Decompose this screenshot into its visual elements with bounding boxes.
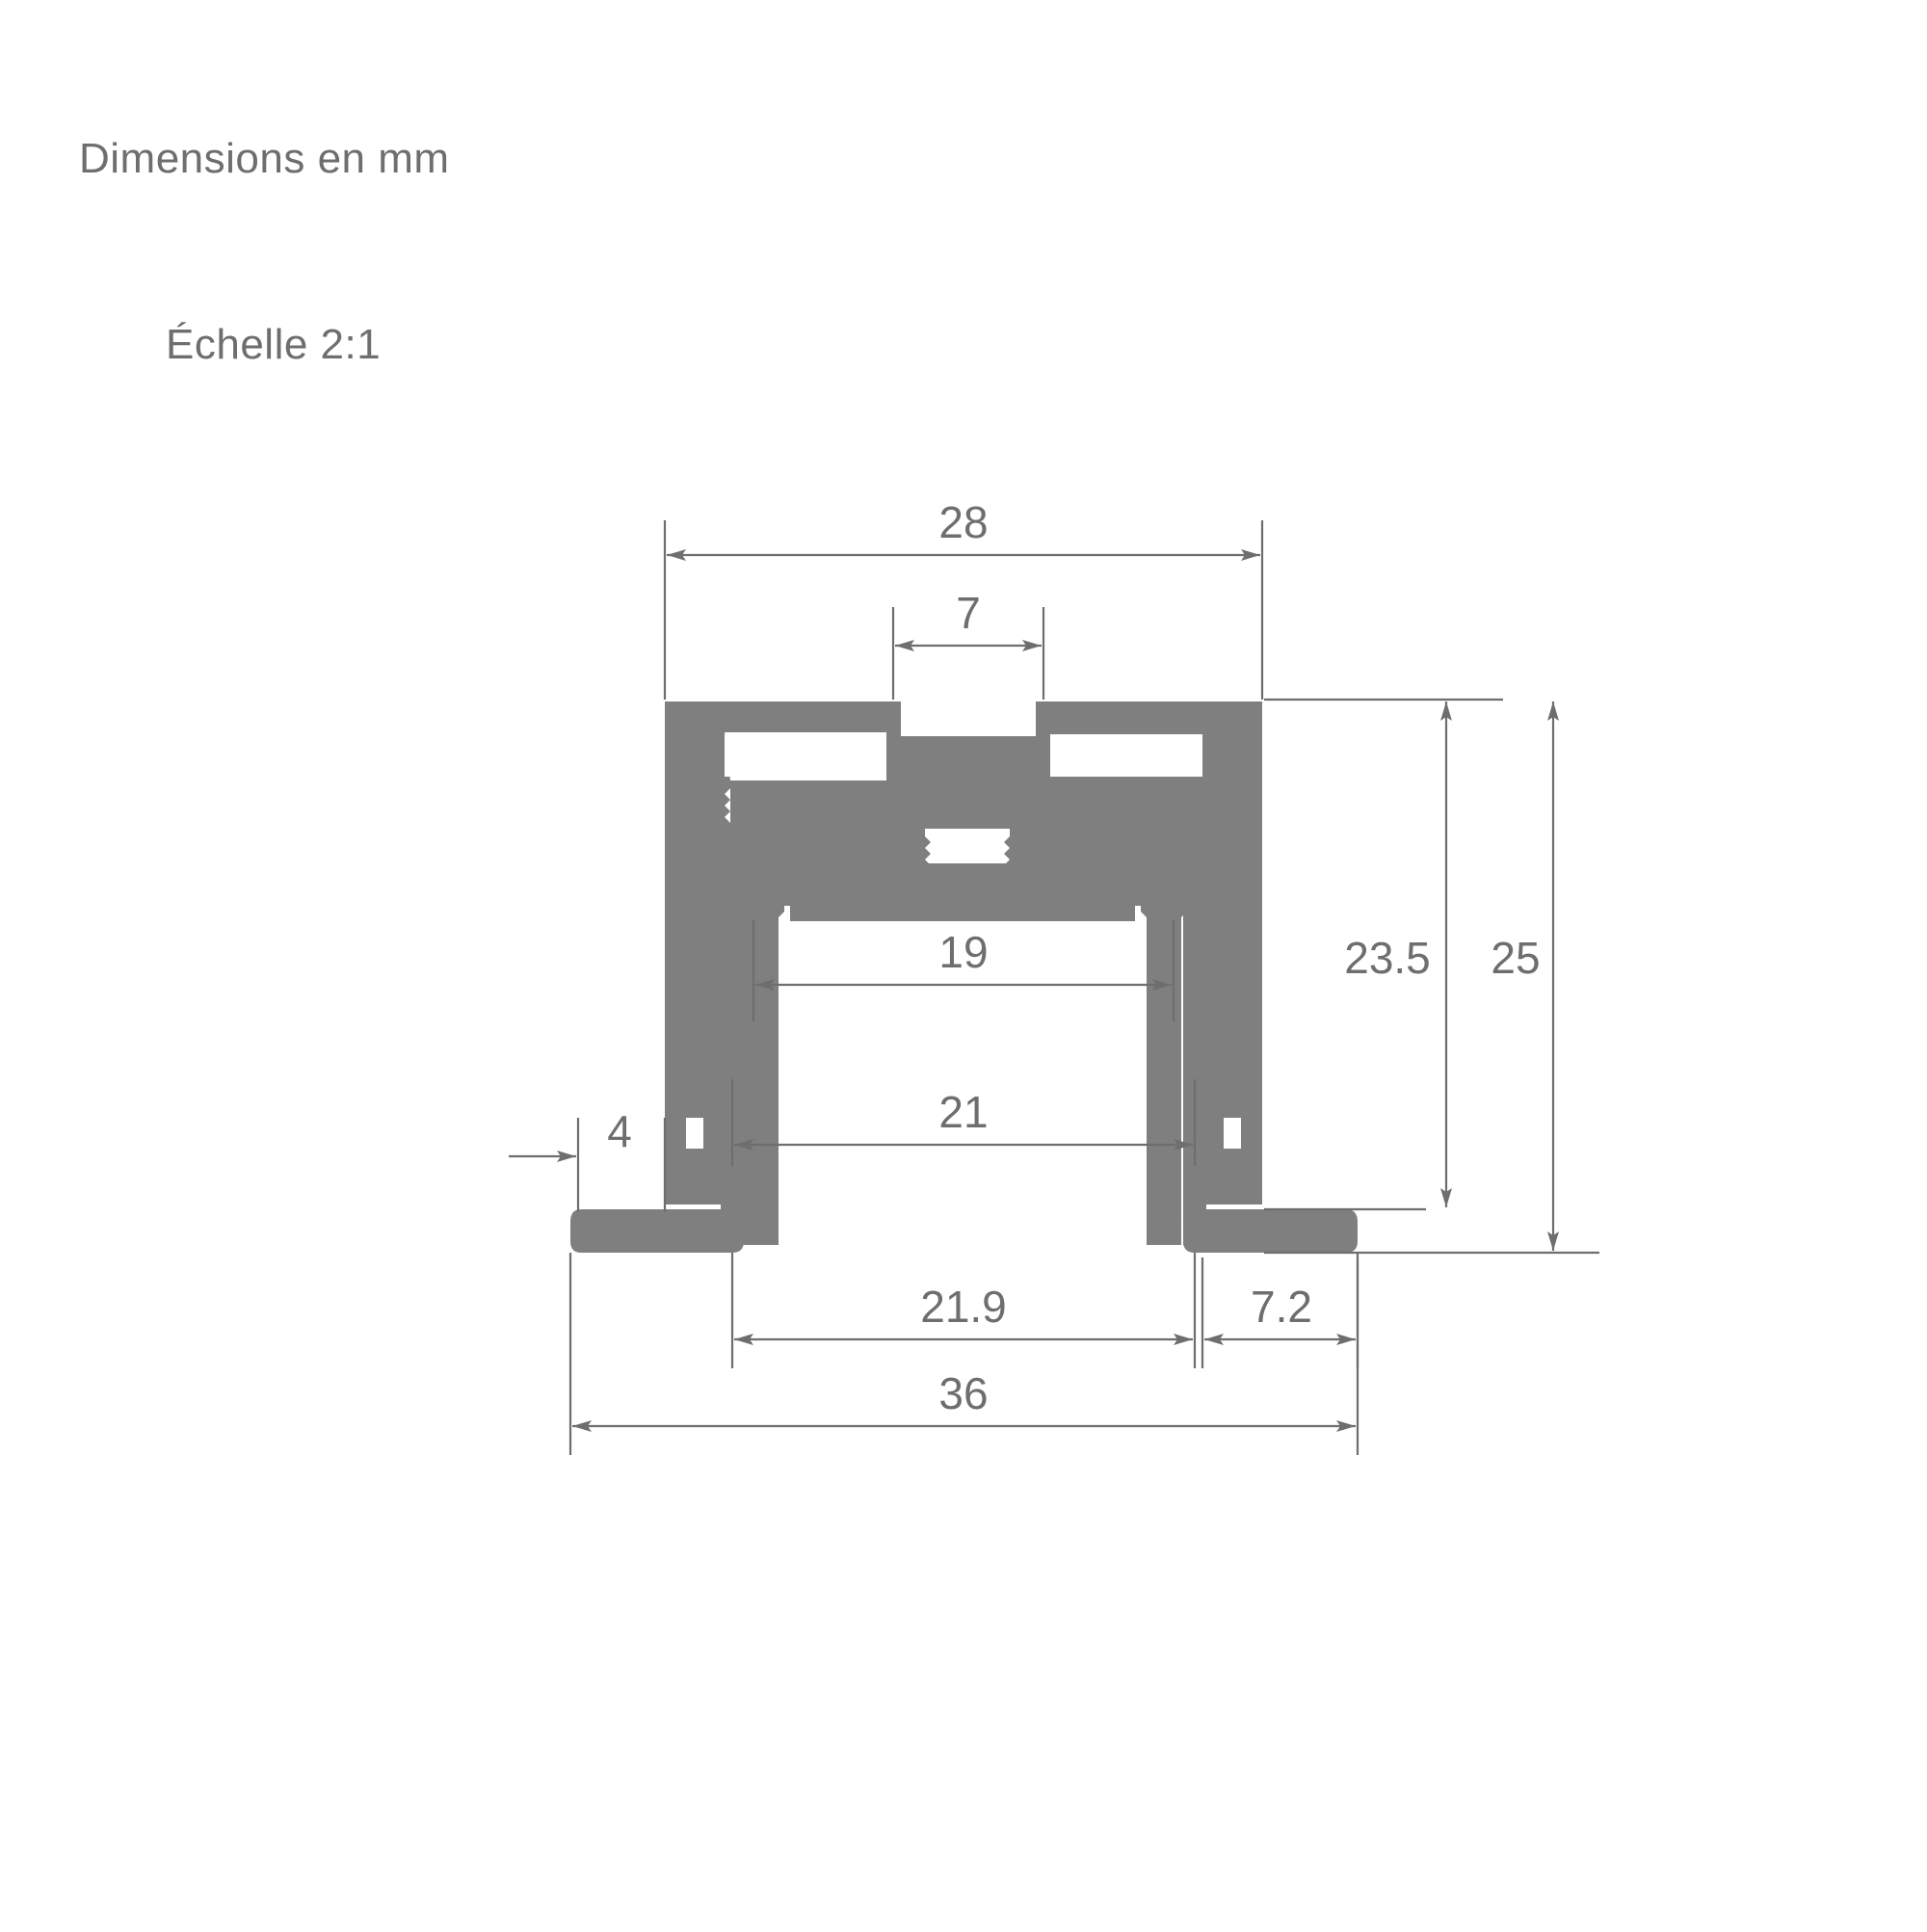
- dim-label-19: 19: [938, 927, 989, 977]
- dim-label-4: 4: [607, 1106, 632, 1156]
- dim-label-23-5: 23.5: [1344, 933, 1431, 983]
- dim-label-21: 21: [938, 1087, 989, 1137]
- dim-label-21-9: 21.9: [920, 1282, 1007, 1332]
- dimensions-note: Dimensions en mm: [79, 135, 450, 182]
- dim-label-36: 36: [938, 1368, 989, 1418]
- dim-label-28: 28: [938, 497, 989, 547]
- dim-label-7-2: 7.2: [1251, 1282, 1312, 1332]
- scale-note: Échelle 2:1: [166, 321, 382, 368]
- dim-label-7: 7: [956, 588, 981, 638]
- dim-label-25: 25: [1491, 933, 1541, 983]
